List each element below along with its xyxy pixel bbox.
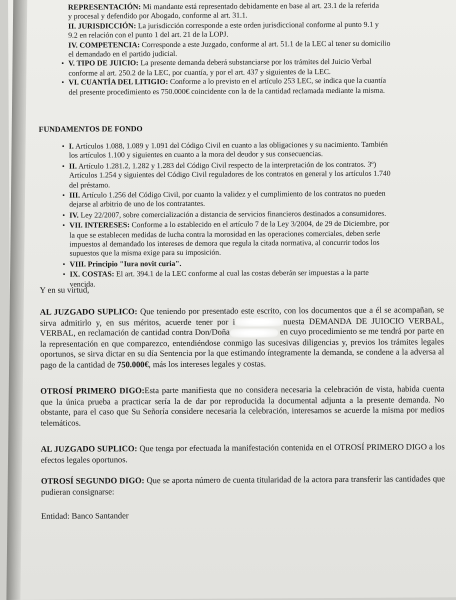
item-continuation: supuestos que la misma exige para su imposición. [69, 248, 222, 259]
otrosi-primero-paragraph [40, 384, 444, 429]
item-title: IV. [69, 210, 79, 220]
bullet: • [62, 220, 66, 230]
otrosi-segundo-paragraph [41, 474, 445, 498]
procedural-list [61, 0, 456, 96]
item-title: I. [68, 141, 74, 151]
list-item [63, 268, 456, 289]
suplico-paragraph [40, 305, 444, 371]
item-text: La jurisdicción corresponde a este orden jurisdiccional conforme al punto 9.1 y [136, 19, 379, 31]
redaction-blur [235, 317, 283, 326]
fondo-list [62, 139, 456, 289]
list-item [62, 139, 456, 160]
item-title: V. TIPO DE JUICIO: [68, 58, 139, 69]
item-continuation: del préstamo. [69, 180, 111, 190]
item-title: II. JURISDICCIÓN: [68, 21, 137, 31]
item-title: III. [69, 190, 80, 200]
suplico-text-2: nuesta DEMANDA DE JUIOCIO VERBAL, VERBAL, en reclamación de cantidad contra Don/Doña [40, 315, 444, 338]
item-text: La presente demanda deberá substanciarse por los trámites del Juicio Verbal [138, 57, 372, 68]
item-title: VIII. [69, 259, 86, 269]
suplico-text-4: , más los intereses legales y costas. [148, 359, 266, 370]
entidad-line: Entidad: Banco Santander [41, 511, 129, 521]
list-item [61, 19, 456, 40]
suplico-title: AL JUZGADO SUPLICO: [40, 444, 138, 454]
otrosi-text: Esta parte manifiesta que no considera necesaria la celebración de vista, habida cuenta que la única prueba a practicar sería la de dar por reproducida la documental adjunta a la presente demanda. No obstante, para el caso que Su Señoría considere necesaria la celebración, interesamos se acuerde la misma por medios telemáticos. [40, 384, 445, 428]
suplico-text-3: en cuyo procedimiento se me tendrá por parte en la representación en que comparezco, entendiéndose conmigo las sucesivas diligencias y, previos los trámites legales oportunos, se sirva dictar en su día Sentencia por la que estimando íntegramente la demanda, se condene a la adversa al pago de la cantidad de [40, 326, 445, 370]
list-item [62, 159, 456, 190]
bullet: • [62, 269, 66, 279]
item-text: Artículos 1.088, 1.089 y 1.091 del Código Civil en cuanto a las obligaciones y su nacimiento. También [73, 139, 388, 151]
document-page [8, 0, 456, 600]
list-item [61, 57, 456, 78]
suplico-text: Que tenga por efectuada la manifestación contenida en el OTROSÍ PRIMERO DIGO a los efectos legales oportunos. [40, 442, 445, 465]
otrosi-title: OTROSÍ SEGUNDO DIGO: [40, 476, 145, 486]
otrosi-text: Que se aporta número de cuenta titularidad de la actora para transferir las cantidades que pudieran consignarse: [40, 474, 445, 497]
bullet: • [61, 59, 65, 69]
bullet: • [62, 210, 66, 220]
item-continuation: el demandado en el partido judicial. [68, 48, 178, 59]
item-text: Principio "Iura novit curia". [85, 258, 182, 269]
item-title: IX. COSTAS: [69, 269, 115, 279]
item-title: II. [68, 161, 77, 171]
redaction-blur [230, 328, 278, 337]
list-item [62, 219, 456, 259]
list-item [61, 76, 456, 97]
page-shadow-edge [6, 0, 27, 600]
item-continuation: vencida. [69, 279, 96, 289]
virtud-line: Y en su virtud, [39, 285, 90, 295]
item-continuation: la que se establecen medidas de lucha contra la morosidad en las operaciones comerciales, deben serle [69, 228, 381, 240]
item-title: IV. COMPETENCIA: [68, 39, 140, 50]
item-continuation: 9.2 en relación con el punto 1 del art. 21 de la LOPJ. [68, 29, 229, 40]
bullet: • [61, 141, 65, 151]
item-text: Artículo 1.256 del Código Civil, por cuanto la validez y el cumplimiento de los contratos no pueden [79, 188, 386, 200]
item-continuation: Artículos 1.254 y siguientes del Código Civil reguladores de los contratos en general y los artículos 1.740 [69, 168, 391, 180]
item-text: Ley 22/2007, sobre comercialización a distancia de servicios financieros destinados a consumidores. [78, 208, 387, 220]
bullet: • [61, 161, 65, 171]
otrosi-title: OTROSÍ PRIMERO DIGO: [40, 386, 145, 396]
item-title: VII. INTERESES: [69, 220, 130, 230]
suplico-text-1: Que teniendo por presentado este escrito, con los documentos que a él se acompañan, se sirva admitirlo y, en sus méritos, acuerde tener por i [39, 305, 444, 328]
suplico-title: AL JUZGADO SUPLICO: [39, 307, 138, 317]
item-continuation: impuestos al demandado los intereses de demora que regula la citada normativa, al concurrir todos los [69, 237, 380, 249]
item-text: Artículo 1.281.2, 1.282 y 1.283 del Código Civil respecto de la interpretación de los contratos. 3º) [76, 159, 377, 171]
list-item [62, 188, 456, 209]
claim-amount: 750.000€ [117, 360, 149, 370]
item-text: Conforme a lo previsto en el artículo 253 LEC, se indica que la cuantía [168, 75, 386, 87]
item-text: Corresponde a este Juzgado, conforme al art. 51.1 de la LEC al tener su domicilio [139, 38, 391, 49]
item-continuation: y procesal y defendido por Abogado, conforme al art. 31.1. [68, 10, 248, 22]
item-title: REPRESENTACIÓN: [68, 2, 141, 12]
item-text: El art. 394.1 de la LEC conforme al cual las costas deberán ser impuestas a la parte [114, 268, 369, 279]
bullet: • [61, 77, 65, 87]
suplico-2-paragraph [41, 442, 445, 466]
bullet: • [62, 259, 66, 269]
item-continuation: los artículos 1.100 y siguientes en cuanto a la mora del deudor y sus consecuencias. [68, 149, 323, 161]
item-continuation: dejarse al arbitrio de uno de los contratantes. [69, 199, 206, 210]
item-continuation: conforme al art. 250.2 de la LEC, por cuantía, y por el art. 437 y siguientes de la LEC. [68, 66, 331, 78]
section-heading: FUNDAMENTOS DE FONDO [38, 124, 143, 134]
bullet: • [62, 190, 65, 200]
item-text: Mi mandante está representado debidamente en base al art. 23.1 de la referida [140, 0, 379, 12]
item-continuation: del presente procedimiento es 750.000€ coincidente con la de la cantidad reclamada mediante la misma. [68, 85, 385, 97]
item-text: Conforme a lo establecido en el artículo 7 de la Ley 3/2004, de 29 de Diciembre, por [129, 218, 390, 230]
list-item [61, 0, 456, 21]
item-title: VI. CUANTÍA DEL LITIGIO: [68, 77, 169, 87]
list-item [61, 38, 456, 59]
